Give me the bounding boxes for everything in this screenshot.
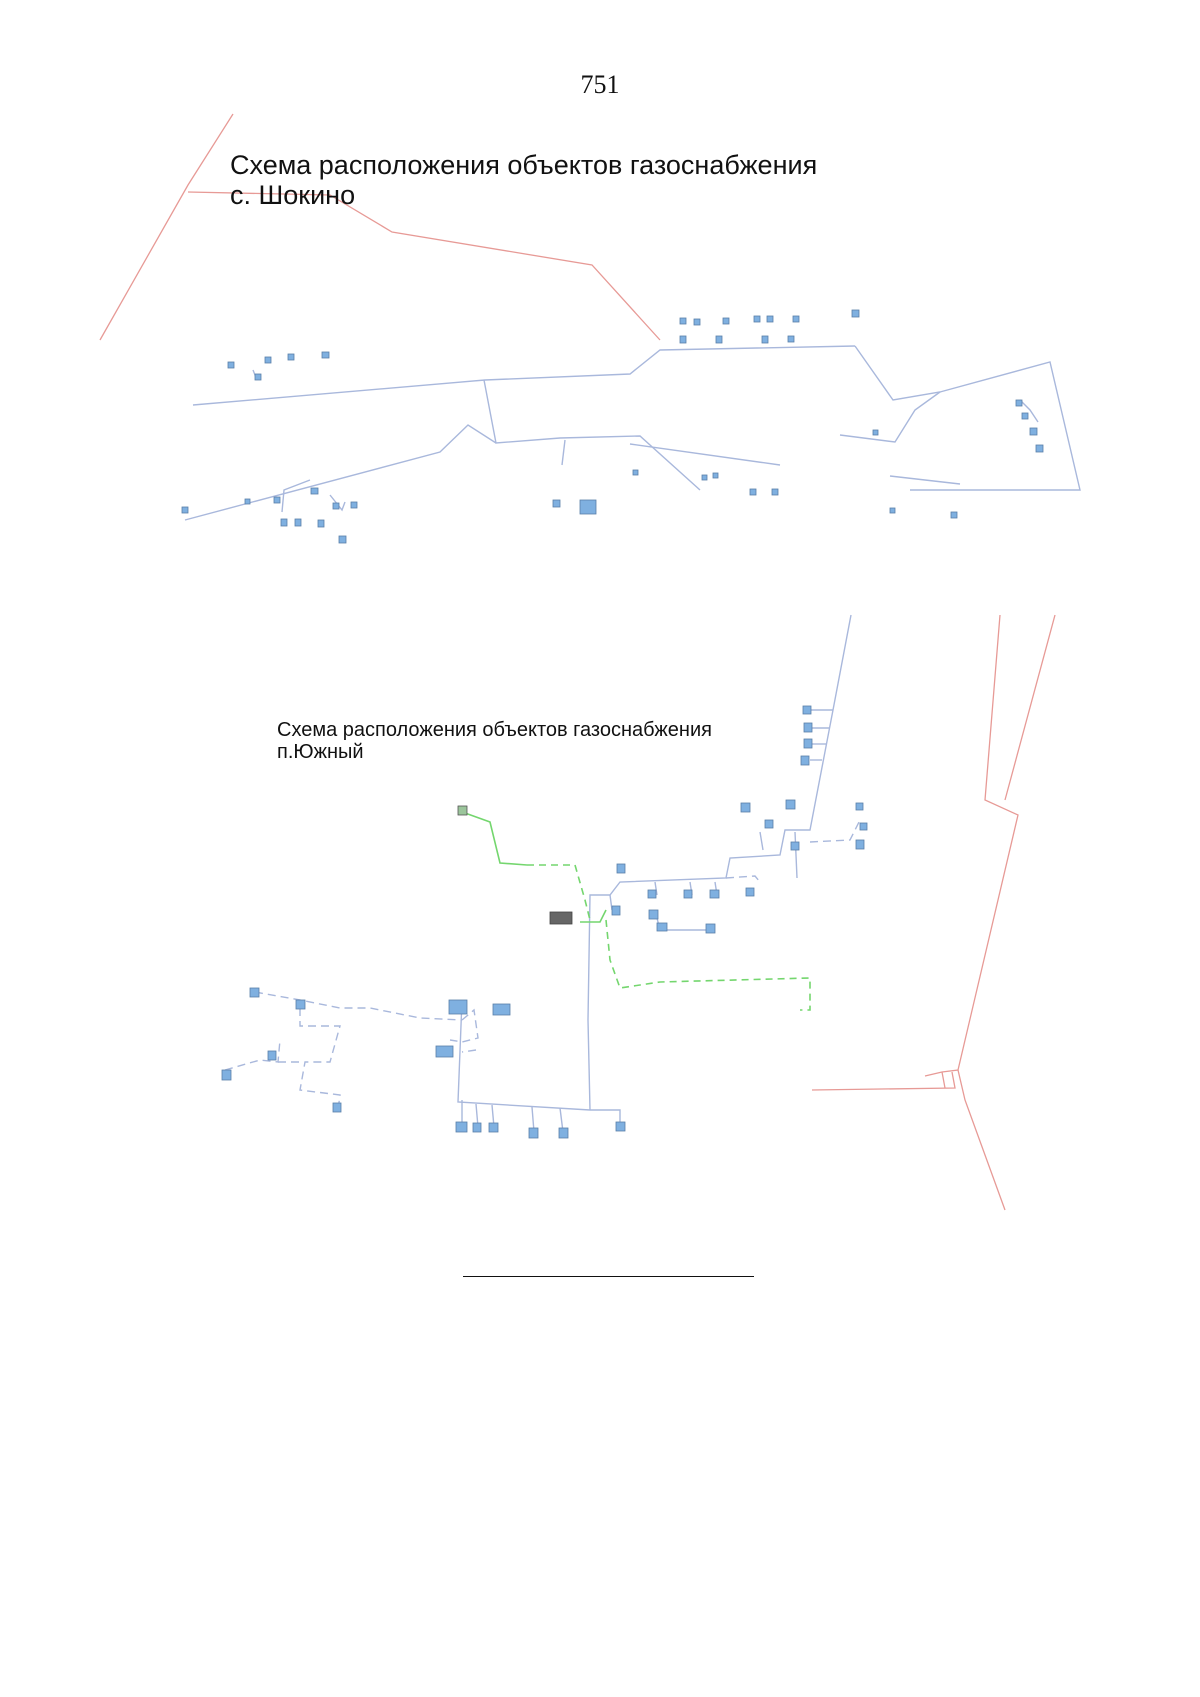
boundary-line [942,1072,945,1088]
gas-pipelines [458,615,851,1132]
building [274,497,280,503]
pipeline-dashed [450,1010,478,1042]
building [746,888,754,896]
building [694,319,700,325]
building [680,336,686,343]
boundary-line [100,114,233,340]
building [873,430,878,435]
building [333,503,339,509]
green-line [580,910,606,922]
building [1030,428,1037,435]
building [529,1128,538,1138]
page-number: 751 [580,70,620,99]
building [657,923,667,931]
pipeline-dashed [810,820,860,842]
building [762,336,768,343]
pipeline [855,346,1080,490]
building [295,519,301,526]
building [268,1051,276,1060]
building [716,336,722,343]
building [489,1123,498,1132]
gas-pipelines [185,346,1080,520]
gas-valve [458,806,467,815]
building [890,508,895,513]
building [706,924,715,933]
building [804,723,812,732]
boundary-line [1005,615,1055,800]
building [801,756,809,765]
pipeline-dashed [462,1050,476,1052]
planned-lines [465,813,810,1010]
building [250,988,259,997]
building [649,910,658,919]
map-shokino [0,100,1200,590]
building [786,800,795,809]
building [296,1000,305,1009]
boundary-line [812,1072,955,1090]
building [288,354,294,360]
building [791,842,799,850]
map-title-line1: Схема расположения объектов газоснабжения [277,719,712,741]
pipeline-dashed [300,1008,340,1110]
building [612,906,620,915]
building [765,820,773,828]
pipeline [282,480,310,512]
pipeline [588,615,851,1110]
building [351,502,357,508]
building [580,500,596,514]
buildings [182,310,1043,543]
pipeline-dashed [726,876,760,882]
building [633,470,638,475]
building [856,803,863,810]
building [788,336,794,342]
building [255,374,261,380]
building [436,1046,453,1057]
building [1036,445,1043,452]
map-title-line1: Схема расположения объектов газоснабжения [230,150,818,180]
pipeline [590,1110,620,1125]
building [456,1122,467,1132]
building [856,840,864,849]
green-line [465,813,527,865]
building [1022,413,1028,419]
gas-pipelines-planned [225,820,860,1110]
boundary-lines [100,114,660,340]
pipeline [484,380,700,490]
building [553,500,560,507]
building [473,1123,481,1132]
boundary-line [925,615,1018,1076]
building [860,823,867,830]
building [713,473,718,478]
building [333,1103,341,1112]
building [265,357,271,363]
building [710,890,719,898]
buildings [222,706,867,1138]
pipeline [458,1000,590,1110]
pipeline [562,440,565,465]
building [493,1004,510,1015]
building [772,489,778,495]
building [182,507,188,513]
map-yuzhny [0,610,1200,1230]
building [804,739,812,748]
pipeline [795,832,797,878]
building [449,1000,467,1014]
building [750,489,756,495]
building [648,890,656,898]
footnote-separator [463,1276,754,1277]
building [245,499,250,504]
pipeline [890,476,960,484]
building [793,316,799,322]
building [318,520,324,527]
building [281,519,287,526]
building [617,864,625,873]
pipeline [840,392,940,442]
map-title-line2: п.Южный [277,741,364,764]
pipeline [630,444,780,465]
building [723,318,729,324]
building [767,316,773,322]
boundary-line [958,1070,1005,1210]
building [803,706,811,714]
map-title-line2: с. Шокино [230,180,356,211]
building [222,1070,231,1080]
boundary-line [188,192,660,340]
map-yuzhny-drawing [0,610,1200,1230]
pipeline-dashed [255,992,462,1020]
map-title [230,150,817,210]
building [616,1122,625,1131]
building [339,536,346,543]
building [684,890,692,898]
building [754,316,760,322]
building [852,310,859,317]
pipeline [185,425,496,520]
building [322,352,329,358]
green-line-dashed [606,920,810,1010]
building [702,475,707,480]
pipeline [760,832,763,850]
map-title [277,719,712,764]
building [951,512,957,518]
building [680,318,686,324]
building [311,488,318,494]
building [559,1128,568,1138]
boundary-lines [812,615,1055,1210]
building [228,362,234,368]
building [741,803,750,812]
gas-station [550,912,572,924]
building [1016,400,1022,406]
